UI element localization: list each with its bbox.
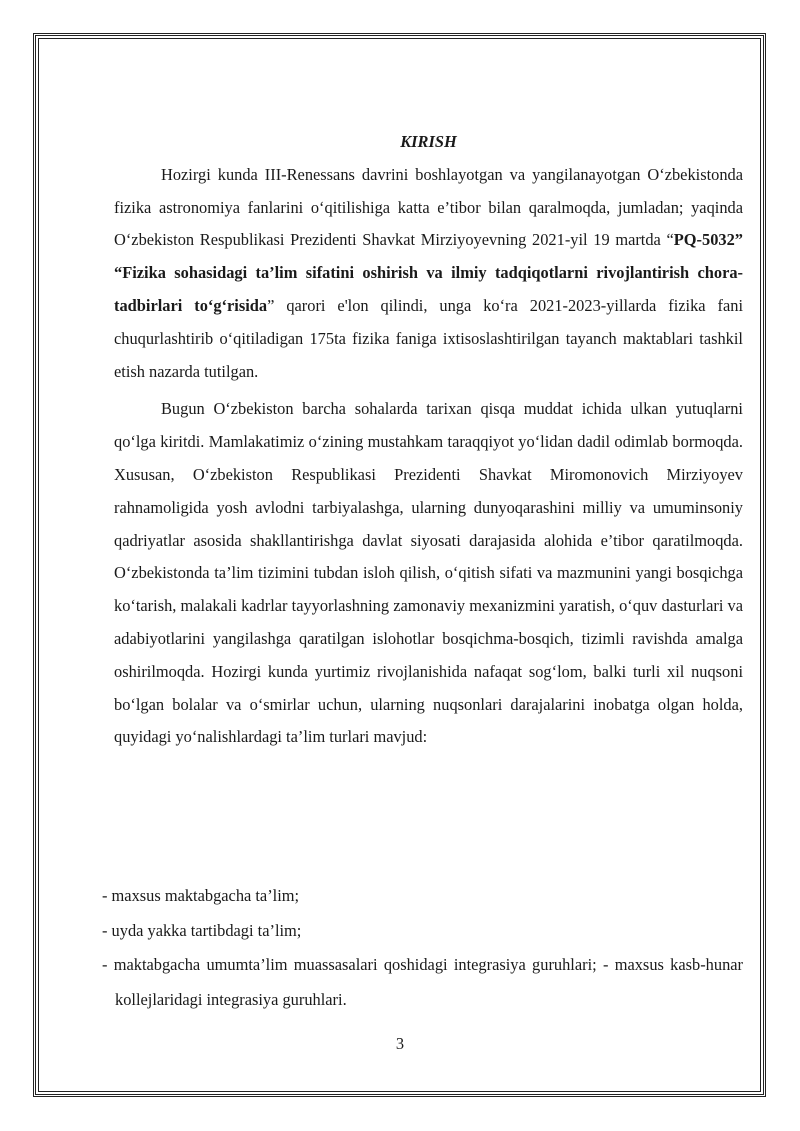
list-item: - maxsus maktabgacha ta’lim;	[102, 886, 300, 905]
paragraph-body: Bugun O‘zbekiston barcha sohalarda tarixan qisqa muddat ichida ulkan yutuqlarni qo‘lga kiritdi. Mamlakatimiz o‘zining mustahkam taraqqiyot yo‘lidan dadil odimlab bormoqda. Xususan, O‘zbekiston Respublikasi Prezidenti Shavkat Miromonovich Mirziyoyev rahnamoligida yosh avlodni tarbiyalashga, ularning dunyoqarashini milliy va umuminsoniy qadriyatlar asosida shakllantirishga davlat siyosati darajasida alohida e’tibor qaratilmoqda. O‘zbekistonda ta’lim tizimini tubdan isloh qilish, o‘qitish sifati va mazmunini yangi bosqichga ko‘tarish, malakali kadrlar tayyorlashning zamonaviy mexanizmini yaratish, o‘quv dasturlari va adabiyotlarini yangilashga qaratilgan islohotlar bosqichma-bosqich, tizimli ravishda amalga oshirilmoqda. Hozirgi kunda yurtimiz rivojlanishida nafaqat sog‘lom, balki turli xil nuqsoni bo‘lgan bolalar va o‘smirlar uchun, ularning nuqsonlari darajalarini inobatga olgan holda, quyidagi yo‘nalishlardagi ta’lim turlari mavjud:	[114, 399, 743, 747]
paragraph-intro-text-1: Hozirgi kunda III-Renessans davrini boshlayotgan va yangilanayotgan O‘zbekistonda fizika astronomiya fanlarini o‘qitilishiga katta e’tibor bilan qaralmoqda, jumladan; yaqinda O‘zbekiston Respublikasi Prezidenti Shavkat Mirziyoyevning 2021-yil 19 martda “	[114, 164, 743, 250]
list-item: - uyda yakka tartibdagi ta’lim;	[102, 920, 302, 940]
page-number: 3	[395, 1034, 405, 1053]
document-heading: KIRISH	[400, 132, 457, 151]
resolution-title: PQ-5032” “Fizika sohasidagi ta’lim sifatini oshirish va ilmiy tadqiqotlarni rivojlantirish chora-tadbirlari to‘g‘risida	[114, 230, 743, 315]
education-types-list	[102, 879, 743, 1017]
document-body	[114, 126, 743, 754]
paragraph-intro-text-2: ” qarori e'lon qilindi, unga ko‘ra 2021-2023-yillarda fizika fani chuqurlashtirib o‘qitiladigan 175ta fizika faniga ixtisoslashtirilgan tayanch maktablari tashkil etish nazarda tutilgan.	[114, 295, 743, 381]
list-item: - maktabgacha umumta’lim muassasalari qoshidagi integrasiya guruhlari; - maxsus kasb-hunar kollejlaridagi integrasiya guruhlari.	[102, 955, 743, 1009]
paragraph-intro	[114, 159, 743, 389]
